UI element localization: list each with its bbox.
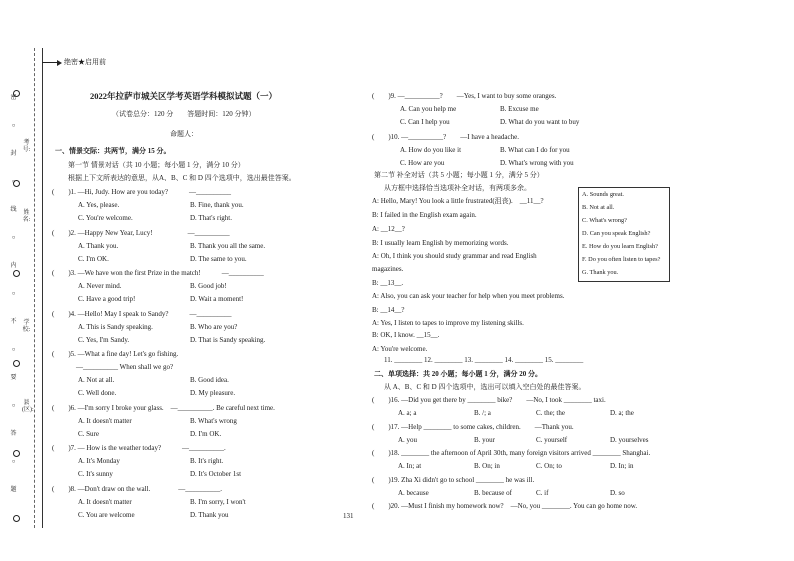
dialogue-line: A: You're welcome.	[372, 345, 428, 353]
part2-instruction: 从方框中选择恰当选项补全对话，有两项多余。	[384, 184, 531, 192]
name-label: 姓名:	[22, 210, 31, 223]
option-c: C. On; to	[536, 462, 562, 470]
option-d: D. Wait a moment!	[190, 295, 244, 303]
option-c: C. if	[536, 488, 549, 497]
question-stem: —__________ When shall we go?	[76, 363, 174, 371]
question-stem: ( )6. —I'm sorry I broke your glass. —__________. Be careful next time.	[52, 403, 275, 412]
question-stem: ( )1. —Hi, Judy. How are you today? —__________	[52, 188, 231, 196]
option-a: A. How do you like it	[400, 145, 462, 154]
dialogue-line: A: Yes, I listen to tapes to improve my listening skills.	[372, 319, 524, 327]
option-a: A. Can you help me	[400, 105, 457, 113]
option-c: C. Yes, I'm Sandy.	[78, 335, 130, 344]
arrow-marker	[42, 62, 58, 63]
binding-hole	[13, 360, 20, 367]
question-stem: ( )16. —Did you get there by ________ bike? —No, I took ________ taxi.	[372, 396, 606, 404]
option-d: D. yourselves	[610, 435, 649, 444]
seal-word: ○	[11, 347, 16, 353]
seal-word: ○	[11, 235, 16, 241]
dialogue-line: A: Also, you can ask your teacher for help when you meet problems.	[372, 292, 565, 300]
option-b: B. your	[474, 435, 495, 444]
option-a: A. This is Sandy speaking.	[78, 322, 153, 331]
option-b: B. On; in	[474, 462, 500, 470]
question-stem: ( )3. —We have won the first Prize in the match! —__________	[52, 269, 264, 277]
seal-word: 封	[10, 151, 17, 157]
secret-label: 绝密★启用前	[64, 58, 106, 66]
option-c: C. You're welcome.	[78, 214, 133, 222]
binding-hole	[13, 450, 20, 457]
option-a: A. Not at all.	[78, 376, 115, 384]
option-a: A. It doesn't matter	[78, 416, 132, 425]
option-item: F. Do you often listen to tapes?	[582, 256, 661, 263]
question-stem: ( )17. —Help ________ to some cakes, children. —Thank you.	[372, 422, 574, 431]
question-stem: ( )10. —__________? —I have a headache.	[372, 132, 519, 141]
option-d: D. Thank you	[190, 510, 229, 519]
seal-word: 答	[10, 431, 17, 437]
seal-word: 密	[10, 95, 17, 101]
binding-line	[42, 48, 43, 528]
option-c: C. Well done.	[78, 389, 117, 397]
option-b: B. Thank you all the same.	[190, 241, 266, 250]
option-a: A. a; a	[398, 409, 417, 417]
option-d: D. The same to you.	[190, 254, 247, 263]
option-c: C. How are you	[400, 158, 445, 167]
seal-word: ○	[11, 291, 16, 297]
section1-heading: 一、情景交际：共两节，满分 15 分。	[55, 147, 171, 155]
dialogue-line: B: I failed in the English exam again.	[372, 211, 477, 219]
exam-number-label: 考号:	[22, 140, 31, 153]
binding-hole	[13, 270, 20, 277]
option-b: B. I'm sorry, I won't	[190, 497, 246, 506]
option-c: C. It's sunny	[78, 470, 113, 478]
option-c: C. You are welcome	[78, 510, 135, 519]
dialogue-line: A: Hello, Mary! You look a little frustrated(沮丧). __11__?	[372, 197, 544, 205]
option-d: D. That is Sandy speaking.	[190, 335, 266, 344]
option-b: B. Excuse me	[500, 105, 539, 113]
option-d: D. In; in	[610, 462, 634, 470]
option-d: D. I'm OK.	[190, 429, 222, 438]
option-c: C. Sure	[78, 429, 99, 438]
option-d: D. What do you want to buy	[500, 118, 580, 126]
option-b: B. What can I do for you	[500, 145, 570, 154]
section2-instruction: 从 A、B、C 和 D 四个选项中，选出可以填入空白处的最佳答案。	[384, 383, 586, 391]
option-d: D. a; the	[610, 409, 634, 417]
question-stem: ( )7. — How is the weather today? —__________.	[52, 444, 226, 452]
seal-word: 题	[10, 487, 17, 493]
binding-dashed-line	[34, 48, 35, 528]
part1-heading: 第一节 情景对话（共 10 小题；每小题 1 分，满分 10 分）	[68, 161, 245, 169]
question-stem: ( )2. —Happy New Year, Lucy! —__________	[52, 228, 230, 237]
answer-line: 11. ________ 12. ________ 13. ________ 14. ________ 15. ________	[384, 356, 584, 364]
question-stem: ( )8. —Don't draw on the wall. —__________.	[52, 484, 223, 493]
option-item: D. Can you speak English?	[582, 230, 651, 237]
section2-heading: 二、单项选择：共 20 小题；每小题 1 分，满分 20 分。	[374, 370, 542, 378]
seal-word: ○	[11, 459, 16, 465]
dialogue-line: B: __13__.	[372, 279, 404, 287]
seal-word: 线	[10, 207, 17, 213]
option-d: D. That's right.	[190, 214, 232, 222]
dialogue-line: B: OK, I know. __15__.	[372, 331, 440, 339]
seal-word: 内	[10, 263, 17, 269]
option-item: B. Not at all.	[582, 204, 615, 211]
dialogue-line: A: Oh, I think you should study grammar and read English	[372, 252, 537, 260]
part1-instruction: 根据上下文所表达的意思，从A、B、C 和 D 四个选项中，选出最佳答案。	[68, 174, 296, 182]
question-stem: ( )19. Zha Xi didn't go to school ________ he was ill.	[372, 475, 535, 484]
option-a: A. Thank you.	[78, 241, 119, 250]
option-c: C. Have a good trip!	[78, 295, 136, 303]
question-stem: ( )9. —__________? —Yes, I want to buy some oranges.	[372, 92, 557, 100]
option-d: D. What's wrong with you	[500, 158, 574, 167]
seal-word: ○	[11, 179, 16, 185]
page-number: 131	[343, 512, 354, 520]
school-label: 学校:	[22, 320, 31, 333]
question-stem: ( )4. —Hello! May I speak to Sandy? —__________	[52, 309, 232, 318]
dialogue-line: magazines.	[372, 265, 404, 273]
option-c: C. I'm OK.	[78, 254, 109, 263]
dialogue-line: B: __14__?	[372, 306, 405, 314]
option-a: A. Never mind.	[78, 282, 122, 290]
binding-hole	[13, 515, 20, 522]
seal-word: 要	[10, 375, 17, 381]
option-a: A. It doesn't matter	[78, 497, 132, 506]
option-b: B. What's wrong	[190, 416, 237, 425]
question-stem: ( )5. —What a fine day! Let's go fishing.	[52, 350, 179, 358]
option-item: G. Thank you.	[582, 269, 619, 276]
paper-title: 2022年拉萨市城关区学考英语学科模拟试题（一）	[90, 91, 278, 101]
county-label: 县(区):	[22, 400, 34, 413]
option-item: C. What's wrong?	[582, 217, 627, 224]
option-a: A. Yes, please.	[78, 201, 120, 209]
seal-word: ○	[11, 123, 16, 129]
option-b: B. /; a	[474, 409, 491, 417]
option-b: B. Fine, thank you.	[190, 201, 244, 209]
option-d: D. My pleasure.	[190, 389, 236, 397]
option-c: C. yourself	[536, 435, 568, 444]
option-b: B. because of	[474, 488, 512, 497]
option-b: B. Good job!	[190, 282, 227, 290]
question-stem: ( )18. ________ the afternoon of April 30th, many foreign visitors arrived ________ Shanghai.	[372, 449, 651, 457]
option-c: C. the; the	[536, 409, 565, 417]
option-item: E. How do you learn English?	[582, 243, 658, 250]
option-a: A. because	[398, 488, 429, 497]
option-b: B. It's right.	[190, 457, 224, 465]
option-b: B. Good idea.	[190, 376, 229, 384]
option-d: D. It's October 1st	[190, 470, 242, 478]
option-c: C. Can I help you	[400, 118, 450, 126]
paper-meta: （试卷总分：120 分 答题时间：120 分钟）	[112, 110, 256, 118]
seal-word: ○	[11, 403, 16, 409]
option-a: A. In; at	[398, 462, 422, 470]
option-b: B. Who are you?	[190, 322, 238, 331]
option-item: A. Sounds great.	[582, 191, 624, 198]
option-a: A. It's Monday	[78, 457, 120, 465]
question-stem: ( )20. —Must I finish my homework now? —No, you ________. You can go home now.	[372, 502, 638, 510]
dialogue-line: B: I usually learn English by memorizing words.	[372, 239, 509, 247]
option-d: D. so	[610, 488, 625, 497]
author-label: 命题人：	[170, 130, 198, 138]
option-a: A. you	[398, 435, 418, 444]
seal-word: 不	[10, 319, 17, 325]
dialogue-line: A: __12__?	[372, 225, 405, 233]
part2-heading: 第二节 补全对话（共 5 小题；每小题 1 分，满分 5 分）	[374, 171, 544, 179]
